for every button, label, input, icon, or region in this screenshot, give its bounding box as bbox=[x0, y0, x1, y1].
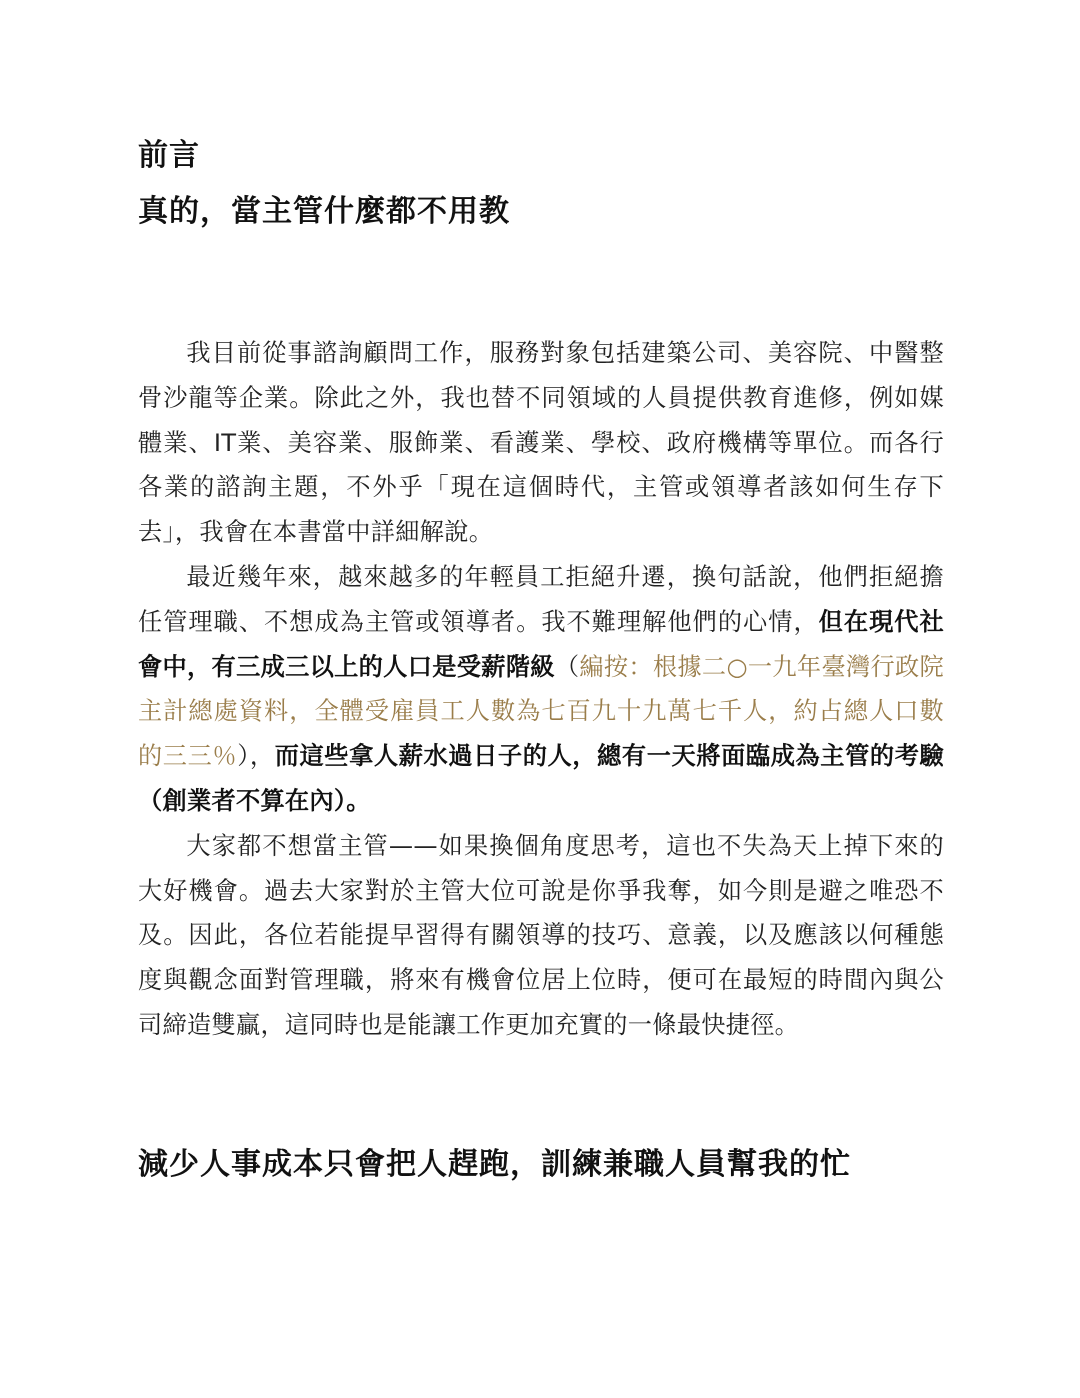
paragraph-2-bold-2: 而這些拿人薪水過日子的人，總有一天將面臨成為主管的考驗（創業者不算在內）。 bbox=[138, 742, 944, 815]
section-heading: 減少人事成本只會把人趕跑，訓練兼職人員幫我的忙 bbox=[138, 1147, 851, 1182]
preface-label: 前言 bbox=[138, 138, 200, 173]
preface-title: 真的，當主管什麼都不用教 bbox=[138, 194, 510, 229]
paragraph-2-text: 最近幾年來，越來越多的年輕員工拒絕升遷，換句話說，他們拒絕擔任管理職、不想成為主管或領導者。我不難理解他們的心情， bbox=[138, 562, 944, 636]
editor-note-close: ）， bbox=[237, 742, 275, 771]
editor-note-open: （ bbox=[554, 652, 580, 681]
paragraph-2-bold-1: 但在現代社會中，有三成三以上的人口是受薪階級 bbox=[138, 607, 944, 681]
paragraph-2 bbox=[138, 555, 944, 824]
editor-note: 編按：根據二○一九年臺灣行政院主計總處資料，全體受雇員工人數為七百九十九萬七千人，約占總人口數的三三％ bbox=[138, 652, 944, 771]
paragraph-3: 大家都不想當主管——如果換個角度思考，這也不失為天上掉下來的大好機會。過去大家對於主管大位可說是你爭我奪，如今則是避之唯恐不及。因此，各位若能提早習得有關領導的技巧、意義，以及應該以何種態度與觀念面對管理職，將來有機會位居上位時，便可在最短的時間內與公司締造雙贏，這同時也是能讓工作更加充實的一條最快捷徑。 bbox=[138, 831, 944, 1039]
body-text bbox=[138, 331, 944, 1048]
paragraph-1: 我目前從事諮詢顧問工作，服務對象包括建築公司、美容院、中醫整骨沙龍等企業。除此之外，我也替不同領域的人員提供教育進修，例如媒體業、IT業、美容業、服飾業、看護業、學校、政府機構等單位。而各行各業的諮詢主題，不外乎「現在這個時代，主管或領導者該如何生存下去」，我會在本書當中詳細解說。 bbox=[138, 339, 944, 547]
